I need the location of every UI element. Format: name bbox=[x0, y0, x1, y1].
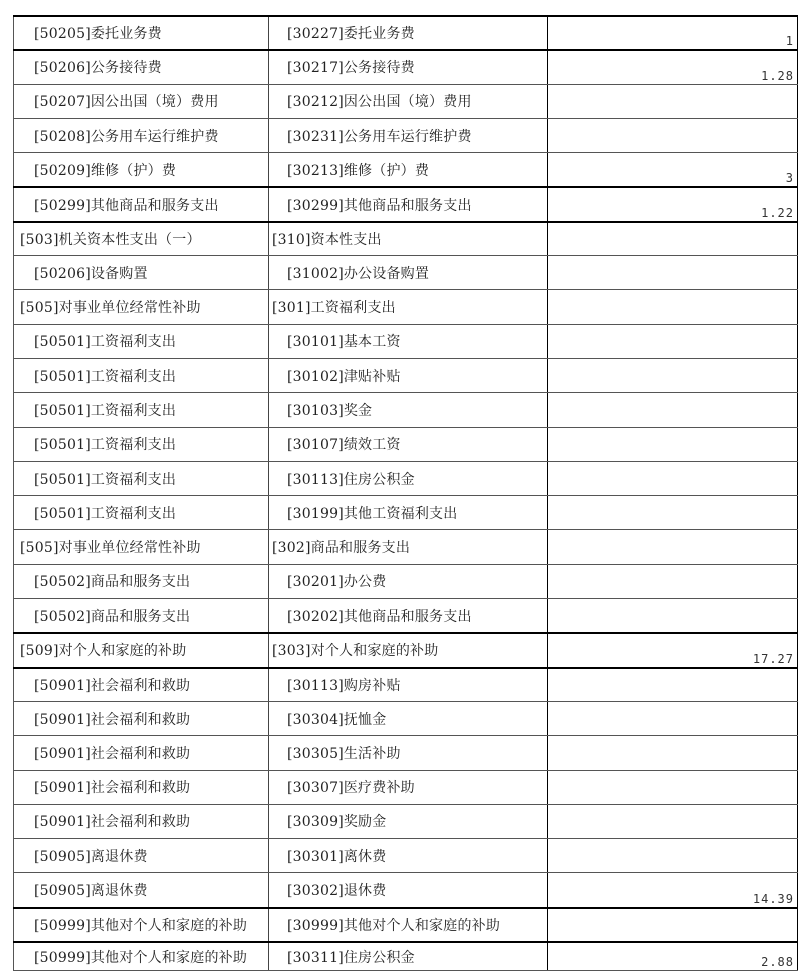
economic-class-label: [50901]社会福利和救助 bbox=[34, 814, 191, 831]
amount-cell bbox=[547, 85, 798, 118]
economic-class-cell bbox=[13, 428, 268, 461]
amount-value: 3 bbox=[785, 171, 794, 186]
functional-class-label: [30999]其他对个人和家庭的补助 bbox=[287, 917, 501, 934]
amount-cell bbox=[547, 393, 798, 426]
amount-cell bbox=[547, 634, 798, 666]
functional-class-cell bbox=[268, 702, 547, 735]
economic-class-cell bbox=[13, 462, 268, 495]
functional-class-cell bbox=[268, 736, 547, 769]
amount-value: 1.28 bbox=[761, 68, 794, 83]
amount-cell bbox=[547, 223, 798, 255]
functional-class-cell bbox=[268, 496, 547, 529]
amount-cell bbox=[547, 565, 798, 598]
functional-class-label: [30299]其他商品和服务支出 bbox=[287, 197, 472, 214]
economic-class-label: [505]对事业单位经常性补助 bbox=[20, 300, 201, 317]
economic-class-label: [50208]公务用车运行维护费 bbox=[34, 128, 219, 145]
functional-class-label: [30305]生活补助 bbox=[287, 745, 401, 762]
functional-class-label: [30201]办公费 bbox=[287, 574, 387, 591]
economic-class-label: [50299]其他商品和服务支出 bbox=[34, 197, 219, 214]
functional-class-cell bbox=[268, 634, 547, 666]
table-row bbox=[13, 186, 798, 220]
functional-class-cell bbox=[268, 462, 547, 495]
table-row bbox=[13, 49, 798, 83]
economic-class-cell bbox=[13, 943, 268, 970]
amount-cell bbox=[547, 873, 798, 906]
amount-cell bbox=[547, 290, 798, 323]
amount-cell bbox=[547, 325, 798, 358]
table-row bbox=[13, 324, 798, 358]
economic-class-label: [50901]社会福利和救助 bbox=[34, 677, 191, 694]
economic-class-cell bbox=[13, 702, 268, 735]
functional-class-label: [30231]公务用车运行维护费 bbox=[287, 128, 472, 145]
amount-value: 2.88 bbox=[761, 955, 794, 970]
economic-class-label: [50501]工资福利支出 bbox=[34, 437, 177, 454]
economic-class-cell bbox=[13, 669, 268, 701]
amount-cell bbox=[547, 496, 798, 529]
table-row bbox=[13, 735, 798, 769]
functional-class-label: [30113]购房补贴 bbox=[287, 677, 401, 694]
amount-cell bbox=[547, 943, 798, 970]
economic-class-label: [50901]社会福利和救助 bbox=[34, 745, 191, 762]
economic-class-cell bbox=[13, 290, 268, 323]
economic-class-cell bbox=[13, 496, 268, 529]
economic-class-cell bbox=[13, 359, 268, 392]
economic-class-label: [509]对个人和家庭的补助 bbox=[20, 643, 187, 660]
economic-class-label: [50501]工资福利支出 bbox=[34, 471, 177, 488]
table-row bbox=[13, 118, 798, 152]
functional-class-cell bbox=[268, 256, 547, 289]
economic-class-cell bbox=[13, 599, 268, 632]
functional-class-cell bbox=[268, 153, 547, 186]
functional-class-label: [30199]其他工资福利支出 bbox=[287, 505, 458, 522]
economic-class-cell bbox=[13, 909, 268, 941]
functional-class-cell bbox=[268, 805, 547, 838]
functional-class-label: [30217]公务接待费 bbox=[287, 60, 415, 77]
functional-class-label: [301]工资福利支出 bbox=[272, 300, 396, 317]
functional-class-cell bbox=[268, 17, 547, 49]
functional-class-cell bbox=[268, 223, 547, 255]
functional-class-label: [30302]退休费 bbox=[287, 883, 387, 900]
amount-cell bbox=[547, 805, 798, 838]
amount-cell bbox=[547, 359, 798, 392]
economic-class-label: [50501]工资福利支出 bbox=[34, 334, 177, 351]
functional-class-label: [30102]津贴补贴 bbox=[287, 368, 401, 385]
functional-class-cell bbox=[268, 599, 547, 632]
economic-class-cell bbox=[13, 805, 268, 838]
budget-table bbox=[13, 15, 798, 971]
table-row bbox=[13, 701, 798, 735]
economic-class-label: [50207]因公出国（境）费用 bbox=[34, 94, 219, 111]
economic-class-label: [50999]其他对个人和家庭的补助 bbox=[34, 917, 248, 934]
functional-class-cell bbox=[268, 51, 547, 83]
economic-class-label: [50905]离退休费 bbox=[34, 848, 148, 865]
economic-class-cell bbox=[13, 393, 268, 426]
table-row bbox=[13, 152, 798, 186]
table-row bbox=[13, 907, 798, 941]
economic-class-label: [50206]公务接待费 bbox=[34, 60, 162, 77]
economic-class-cell bbox=[13, 530, 268, 563]
table-row bbox=[13, 84, 798, 118]
functional-class-label: [30113]住房公积金 bbox=[287, 471, 415, 488]
amount-cell bbox=[547, 153, 798, 186]
functional-class-cell bbox=[268, 873, 547, 906]
functional-class-cell bbox=[268, 839, 547, 872]
economic-class-label: [50501]工资福利支出 bbox=[34, 368, 177, 385]
functional-class-label: [30301]离休费 bbox=[287, 848, 387, 865]
table-row bbox=[13, 358, 798, 392]
table-row bbox=[13, 529, 798, 563]
functional-class-label: [30307]医疗费补助 bbox=[287, 780, 415, 797]
table-row bbox=[13, 941, 798, 971]
economic-class-cell bbox=[13, 634, 268, 666]
table-row bbox=[13, 289, 798, 323]
amount-value: 17.27 bbox=[752, 651, 794, 666]
amount-cell bbox=[547, 428, 798, 461]
functional-class-cell bbox=[268, 771, 547, 804]
amount-cell bbox=[547, 188, 798, 220]
economic-class-cell bbox=[13, 256, 268, 289]
functional-class-cell bbox=[268, 290, 547, 323]
functional-class-label: [31002]办公设备购置 bbox=[287, 265, 430, 282]
table-row bbox=[13, 495, 798, 529]
table-row bbox=[13, 770, 798, 804]
functional-class-label: [30309]奖励金 bbox=[287, 814, 387, 831]
functional-class-label: [30212]因公出国（境）费用 bbox=[287, 94, 472, 111]
economic-class-label: [50205]委托业务费 bbox=[34, 26, 162, 43]
table-row bbox=[13, 15, 798, 49]
table-row bbox=[13, 632, 798, 666]
economic-class-cell bbox=[13, 119, 268, 152]
economic-class-label: [50901]社会福利和救助 bbox=[34, 711, 191, 728]
amount-cell bbox=[547, 669, 798, 701]
amount-cell bbox=[547, 771, 798, 804]
functional-class-label: [302]商品和服务支出 bbox=[272, 540, 411, 557]
table-row bbox=[13, 255, 798, 289]
table-row bbox=[13, 221, 798, 255]
table-row bbox=[13, 838, 798, 872]
economic-class-label: [50209]维修（护）费 bbox=[34, 162, 177, 179]
economic-class-cell bbox=[13, 223, 268, 255]
amount-cell bbox=[547, 599, 798, 632]
functional-class-label: [310]资本性支出 bbox=[272, 231, 382, 248]
functional-class-cell bbox=[268, 943, 547, 970]
functional-class-label: [303]对个人和家庭的补助 bbox=[272, 643, 439, 660]
economic-class-cell bbox=[13, 188, 268, 220]
amount-cell bbox=[547, 530, 798, 563]
functional-class-label: [30107]绩效工资 bbox=[287, 437, 401, 454]
table-row bbox=[13, 564, 798, 598]
functional-class-cell bbox=[268, 428, 547, 461]
amount-value: 1 bbox=[785, 34, 794, 49]
functional-class-label: [30227]委托业务费 bbox=[287, 26, 415, 43]
functional-class-cell bbox=[268, 119, 547, 152]
table-row bbox=[13, 804, 798, 838]
functional-class-label: [30101]基本工资 bbox=[287, 334, 401, 351]
amount-cell bbox=[547, 462, 798, 495]
functional-class-label: [30311]住房公积金 bbox=[287, 949, 415, 966]
economic-class-cell bbox=[13, 325, 268, 358]
economic-class-cell bbox=[13, 873, 268, 906]
amount-cell bbox=[547, 736, 798, 769]
economic-class-label: [50502]商品和服务支出 bbox=[34, 608, 191, 625]
functional-class-label: [30103]奖金 bbox=[287, 402, 373, 419]
functional-class-cell bbox=[268, 393, 547, 426]
economic-class-label: [503]机关资本性支出（一） bbox=[20, 231, 201, 248]
table-row bbox=[13, 598, 798, 632]
amount-value: 1.22 bbox=[761, 205, 794, 220]
functional-class-cell bbox=[268, 909, 547, 941]
economic-class-label: [505]对事业单位经常性补助 bbox=[20, 540, 201, 557]
functional-class-label: [30202]其他商品和服务支出 bbox=[287, 608, 472, 625]
economic-class-label: [50206]设备购置 bbox=[34, 265, 148, 282]
functional-class-label: [30213]维修（护）费 bbox=[287, 162, 430, 179]
amount-value: 14.39 bbox=[752, 891, 794, 906]
table-row bbox=[13, 667, 798, 701]
functional-class-label: [30304]抚恤金 bbox=[287, 711, 387, 728]
economic-class-cell bbox=[13, 17, 268, 49]
functional-class-cell bbox=[268, 325, 547, 358]
economic-class-cell bbox=[13, 839, 268, 872]
functional-class-cell bbox=[268, 669, 547, 701]
economic-class-cell bbox=[13, 51, 268, 83]
economic-class-label: [50501]工资福利支出 bbox=[34, 505, 177, 522]
amount-cell bbox=[547, 119, 798, 152]
economic-class-cell bbox=[13, 565, 268, 598]
functional-class-cell bbox=[268, 565, 547, 598]
table-row bbox=[13, 427, 798, 461]
amount-cell bbox=[547, 256, 798, 289]
table-row bbox=[13, 461, 798, 495]
economic-class-label: [50502]商品和服务支出 bbox=[34, 574, 191, 591]
functional-class-cell bbox=[268, 85, 547, 118]
amount-cell bbox=[547, 17, 798, 49]
amount-cell bbox=[547, 702, 798, 735]
economic-class-label: [50999]其他对个人和家庭的补助 bbox=[34, 949, 248, 966]
functional-class-cell bbox=[268, 188, 547, 220]
amount-cell bbox=[547, 839, 798, 872]
functional-class-cell bbox=[268, 530, 547, 563]
functional-class-cell bbox=[268, 359, 547, 392]
economic-class-cell bbox=[13, 85, 268, 118]
economic-class-cell bbox=[13, 153, 268, 186]
economic-class-cell bbox=[13, 736, 268, 769]
economic-class-cell bbox=[13, 771, 268, 804]
amount-cell bbox=[547, 909, 798, 941]
amount-cell bbox=[547, 51, 798, 83]
table-row bbox=[13, 872, 798, 906]
economic-class-label: [50905]离退休费 bbox=[34, 883, 148, 900]
economic-class-label: [50901]社会福利和救助 bbox=[34, 780, 191, 797]
table-row bbox=[13, 392, 798, 426]
economic-class-label: [50501]工资福利支出 bbox=[34, 402, 177, 419]
